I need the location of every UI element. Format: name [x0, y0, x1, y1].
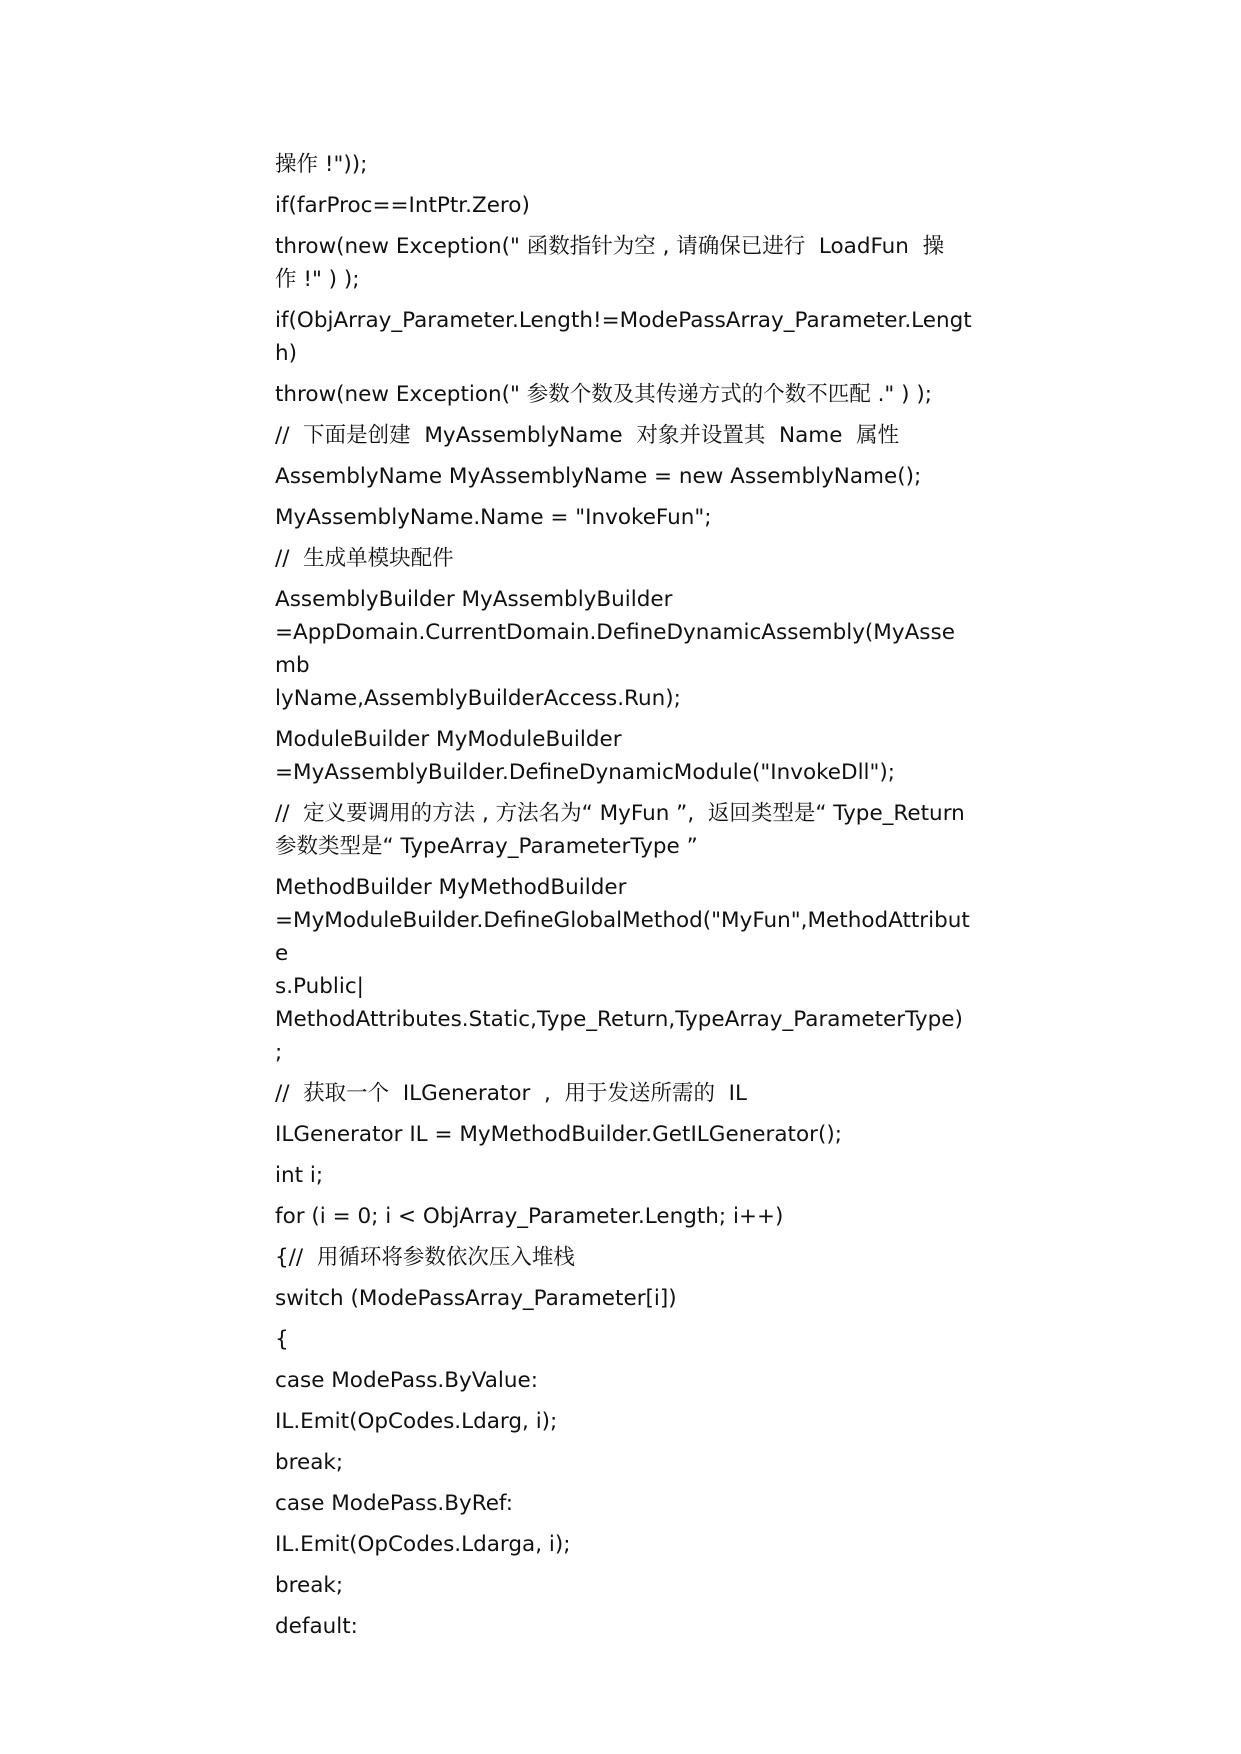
code-line: switch (ModePassArray_Parameter[i]): [275, 1286, 677, 1311]
code-paragraph: [275, 1610, 975, 1643]
code-paragraph: [275, 1241, 975, 1274]
code-line: {// 用循环将参数依次压入堆栈: [275, 1245, 575, 1270]
code-paragraph: [275, 230, 975, 296]
code-paragraph: [275, 460, 975, 493]
code-line: throw(new Exception(" 参数个数及其传递方式的个数不匹配 ." ) );: [275, 382, 932, 407]
code-line: ModuleBuilder MyModuleBuilder: [275, 727, 622, 752]
code-line: MyAssemblyName.Name = "InvokeFun";: [275, 505, 712, 530]
code-paragraph: [275, 1405, 975, 1438]
code-paragraph: [275, 148, 975, 181]
code-line: if(farProc==IntPtr.Zero): [275, 193, 530, 218]
code-line: MethodBuilder MyMethodBuilder: [275, 875, 627, 900]
code-paragraph: [275, 797, 975, 863]
code-line: 作 !" ) );: [275, 267, 360, 292]
code-line: case ModePass.ByRef:: [275, 1491, 513, 1516]
code-line: int i;: [275, 1163, 324, 1188]
code-line: ILGenerator IL = MyMethodBuilder.GetILGenerator();: [275, 1122, 842, 1147]
code-paragraph: [275, 419, 975, 452]
code-line: AssemblyBuilder MyAssemblyBuilder: [275, 587, 673, 612]
code-paragraph: [275, 871, 975, 1069]
code-line: // 生成单模块配件: [275, 546, 454, 571]
code-paragraph: [275, 1282, 975, 1315]
code-paragraph: [275, 378, 975, 411]
code-line: IL.Emit(OpCodes.Ldarg, i);: [275, 1409, 558, 1434]
code-paragraph: [275, 1159, 975, 1192]
code-line: MethodAttributes.Static,Type_Return,TypeArray_ParameterType): [275, 1007, 963, 1032]
code-paragraph: [275, 501, 975, 534]
code-paragraph: [275, 542, 975, 575]
code-paragraph: [275, 1569, 975, 1602]
code-line: // 获取一个 ILGenerator , 用于发送所需的 IL: [275, 1081, 747, 1106]
code-paragraph: [275, 1364, 975, 1397]
code-line: {: [275, 1327, 289, 1352]
code-line: default:: [275, 1614, 358, 1639]
code-line: break;: [275, 1450, 344, 1475]
code-paragraph: [275, 189, 975, 222]
code-line: case ModePass.ByValue:: [275, 1368, 539, 1393]
code-paragraph: [275, 723, 975, 789]
code-paragraph: [275, 1323, 975, 1356]
code-line: throw(new Exception(" 函数指针为空 , 请确保已进行 LoadFun 操: [275, 234, 945, 259]
code-line: IL.Emit(OpCodes.Ldarga, i);: [275, 1532, 571, 1557]
code-line: =MyModuleBuilder.DefineGlobalMethod("MyFun",MethodAttribute: [275, 908, 970, 966]
code-paragraph: [275, 1487, 975, 1520]
code-paragraph: [275, 1446, 975, 1479]
code-paragraph: [275, 1077, 975, 1110]
code-line: lyName,AssemblyBuilderAccess.Run);: [275, 686, 681, 711]
code-paragraph: [275, 1528, 975, 1561]
code-line: =MyAssemblyBuilder.DefineDynamicModule("InvokeDll");: [275, 760, 896, 785]
code-line: AssemblyName MyAssemblyName = new AssemblyName();: [275, 464, 922, 489]
code-line: for (i = 0; i < ObjArray_Parameter.Length; i++): [275, 1204, 784, 1229]
code-paragraph: [275, 304, 975, 370]
code-line: 操作 !"));: [275, 152, 368, 177]
code-line: 参数类型是“ TypeArray_ParameterType ”: [275, 834, 698, 859]
code-listing: [275, 148, 975, 1651]
code-line: ;: [275, 1040, 283, 1065]
code-paragraph: [275, 583, 975, 715]
code-line: if(ObjArray_Parameter.Length!=ModePassArray_Parameter.Lengt: [275, 308, 972, 333]
code-line: // 下面是创建 MyAssemblyName 对象并设置其 Name 属性: [275, 423, 900, 448]
code-paragraph: [275, 1118, 975, 1151]
code-line: // 定义要调用的方法 , 方法名为“ MyFun ”, 返回类型是“ Type_Return: [275, 801, 965, 826]
code-line: h): [275, 341, 298, 366]
code-line: s.Public|: [275, 974, 364, 999]
code-paragraph: [275, 1200, 975, 1233]
code-line: break;: [275, 1573, 344, 1598]
code-line: =AppDomain.CurrentDomain.DefineDynamicAssembly(MyAssemb: [275, 620, 955, 678]
